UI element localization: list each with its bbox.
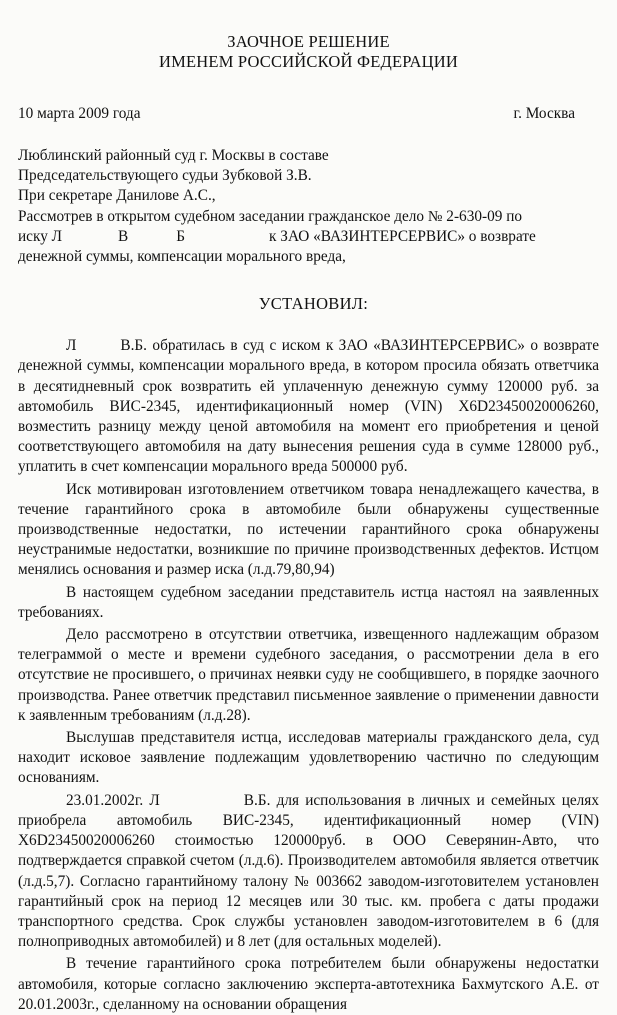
title-line-1: ЗАОЧНОЕ РЕШЕНИЕ bbox=[227, 32, 390, 51]
decision-body bbox=[18, 336, 599, 1015]
court-line-5 bbox=[18, 227, 599, 247]
paragraph-3: В настоящем судебном заседании представитель истца настоял на заявленных требованиях. bbox=[18, 583, 599, 621]
court-line-4: Рассмотрев в открытом судебном заседании гражданское дело № 2-630-09 по bbox=[18, 207, 523, 225]
paragraph-2: Иск мотивирован изготовлением ответчиком товара ненадлежащего качества, в течение гарантийного срока в автомобиле были обнаружены существенные производственные недостатки, по истечении гарантийного срока обнаружены неустранимые недостатки, возникшие по причине производственных дефектов. Истцом менялись основания и размер иска (л.д.79,80,94) bbox=[18, 480, 599, 579]
section-heading-established: УСТАНОВИЛ: bbox=[258, 294, 369, 314]
paragraph-7: В течение гарантийного срока потребителем были обнаружены недостатки автомобиля, которые согласно заключению эксперта-автотехника Бахмутского А.Е. от 20.01.2003г., сделанному на основании обращения bbox=[18, 955, 599, 1013]
paragraph-4: Дело рассмотрено в отсутствии ответчика, извещенного надлежащим образом телеграммой о месте и времени судебного заседания, о рассмотрении дела в его отсутствие не просившего, о причинах неявки суду не сообщившего, в порядке заочного производства. Ранее ответчик представил письменное заявление о применении давности к заявленным требованиям (л.д.28). bbox=[18, 626, 599, 724]
paragraph-1-text: В.Б. обратилась в суд с иском к ЗАО «ВАЗИНТЕРСЕРВИС» о возврате денежной суммы, компенсации морального вреда, в котором просила обязать ответчика в десятидневный срок возвратить ей уплаченную денежную сумму 120000 руб. за автомобиль ВИС-2345, идентификационный номер (VIN) X6D23450020006260, возместить разницу между ценой автомобиля на момент его приобретения и ценой соответствующего автомобиля на дату вынесения решения суда в сумме 128000 руб., уплатить в счет компенсации морального вреда 500000 руб. bbox=[18, 337, 599, 476]
claimant-initial-2: Б bbox=[176, 227, 186, 245]
decision-date: 10 марта 2009 года bbox=[18, 105, 141, 122]
claimant-initial-1: В bbox=[118, 227, 129, 245]
document-title bbox=[18, 32, 599, 72]
decision-city: г. Москва bbox=[513, 105, 575, 122]
court-line-3: При секретаре Данилове А.С., bbox=[18, 187, 216, 205]
claim-target: к ЗАО «ВАЗИНТЕРСЕРВИС» о возврате bbox=[269, 227, 536, 245]
court-composition bbox=[18, 146, 599, 267]
court-line-2: Председательствующего судьи Зубковой З.В. bbox=[18, 167, 312, 185]
paragraph-1 bbox=[18, 336, 599, 477]
paragraph-5: Выслушав представителя истца, исследовав материалы гражданского дела, суд находит исковое заявление подлежащим удовлетворению частично по следующим основаниям. bbox=[18, 729, 599, 787]
court-line-1: Люблинский районный суд г. Москвы в составе bbox=[18, 147, 329, 164]
title-line-2: ИМЕНЕМ РОССИЙСКОЙ ФЕДЕРАЦИИ bbox=[159, 52, 458, 71]
claimant-prefix: иску Л bbox=[18, 227, 63, 245]
paragraph-6-start: 23.01.2002г. Л bbox=[66, 791, 160, 809]
paragraph-6 bbox=[18, 791, 599, 953]
court-line-6: денежной суммы, компенсации морального вреда, bbox=[18, 248, 346, 266]
paragraph-6-text: В.Б. для использования в личных и семейных целях приобрела автомобиль ВИС-2345, идентификационный номер (VIN) X6D23450020006260 стоимостью 120000руб. в ООО Северянин-Авто, что подтверждается справкой счетом (л.д.6). Производителем автомобиля является ответчик (л.д.5,7). Согласно гарантийному талону № 003662 заводом-изготовителем установлен гарантийный срок на период 12 месяцев или 30 тыс. км. пробега с даты продажи транспортного средства. Срок службы установлен заводом-изготовителем в 6 (для полноприводных автомобилей) и 8 лет (для остальных моделей). bbox=[18, 791, 599, 951]
dateline bbox=[18, 104, 599, 124]
paragraph-1-start: Л bbox=[66, 337, 77, 355]
